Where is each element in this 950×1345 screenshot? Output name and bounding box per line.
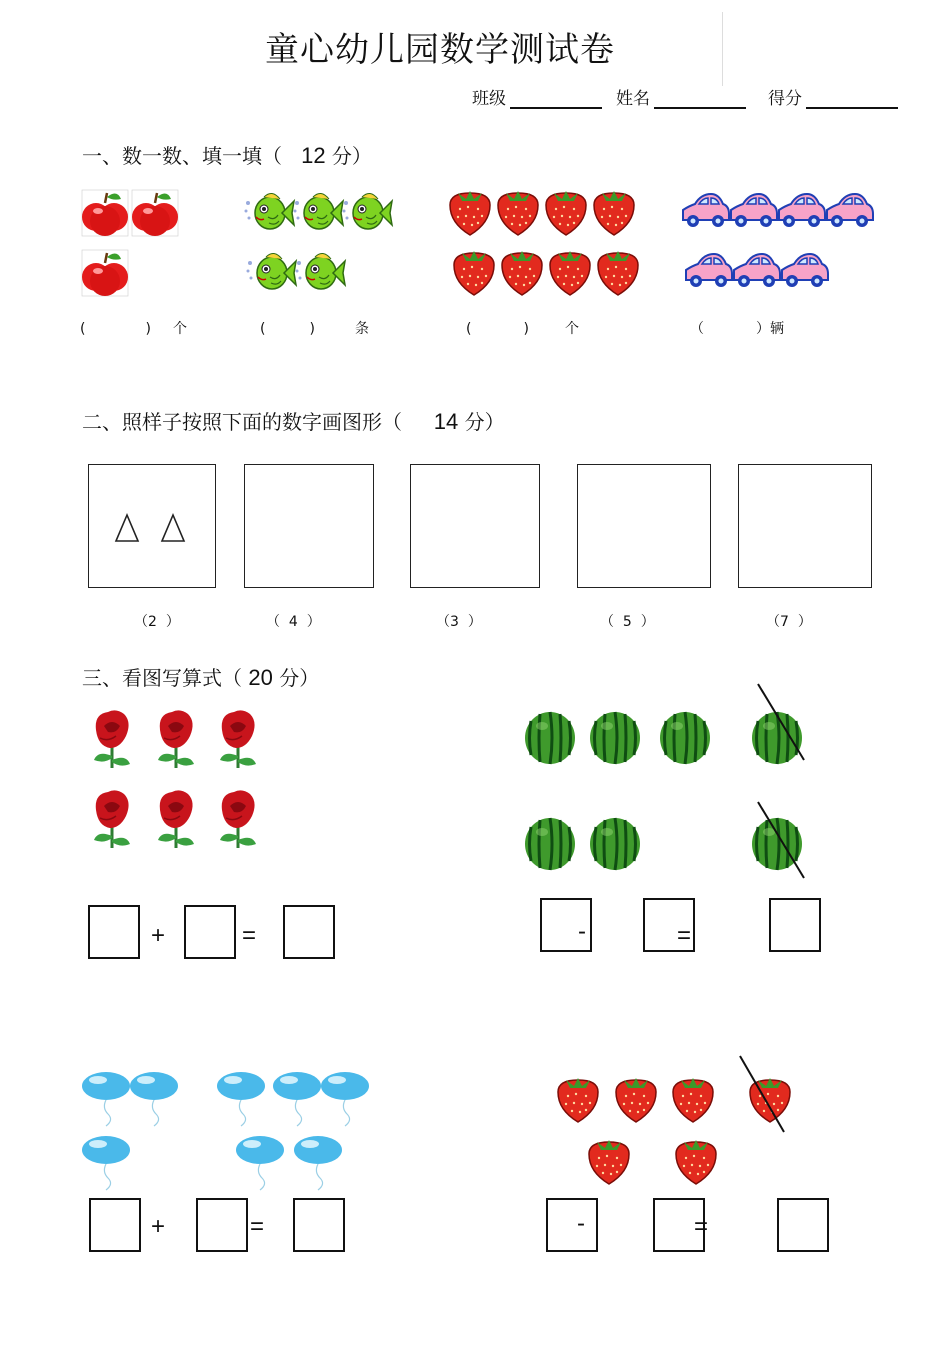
class-field[interactable] bbox=[472, 84, 602, 109]
fish-icon bbox=[343, 193, 393, 229]
answer-box[interactable] bbox=[293, 1198, 345, 1252]
answer-box[interactable] bbox=[89, 1198, 141, 1252]
strawberry-icon bbox=[594, 191, 634, 235]
strawberry-icon bbox=[502, 251, 542, 295]
number-label: （3 ） bbox=[436, 614, 482, 630]
section-1-heading: 一、数一数、填一填（ 12 分） bbox=[82, 143, 372, 168]
class-label: 班级 bbox=[472, 89, 506, 109]
strawberry-icon bbox=[550, 251, 590, 295]
section-1-points: 12 bbox=[301, 143, 326, 168]
name-field[interactable] bbox=[616, 84, 746, 109]
fish-icon bbox=[294, 193, 344, 229]
drawing-box-3[interactable] bbox=[410, 464, 540, 588]
section-3-heading: 三、看图写算式（ 20 分） bbox=[82, 665, 320, 690]
apple-icon bbox=[82, 250, 128, 296]
drawing-box-2[interactable] bbox=[244, 464, 374, 588]
answer-strawberry[interactable]: ( ) 个 bbox=[466, 321, 579, 337]
fish-icon bbox=[245, 193, 295, 229]
section-2-heading: 二、照样子按照下面的数字画图形（ 14 分） bbox=[82, 409, 505, 434]
answer-car[interactable]: （ ）辆 bbox=[690, 321, 784, 337]
strawberry-icon bbox=[676, 1140, 716, 1184]
strawberries-group bbox=[0, 1050, 950, 1190]
drawing-box-5[interactable] bbox=[738, 464, 872, 588]
divider bbox=[722, 12, 723, 86]
equals-sign: = bbox=[242, 922, 257, 949]
number-label: （7 ） bbox=[766, 614, 812, 630]
section-3-points: 20 bbox=[248, 665, 273, 690]
answer-fish[interactable]: ( ) 条 bbox=[260, 321, 369, 337]
strawberry-icon bbox=[589, 1140, 629, 1184]
answer-apple[interactable]: ( ) 个 bbox=[80, 321, 187, 337]
answer-box[interactable] bbox=[196, 1198, 248, 1252]
watermelon-icon bbox=[590, 712, 640, 764]
drawing-box-4[interactable] bbox=[577, 464, 711, 588]
answer-box[interactable] bbox=[88, 905, 140, 959]
number-label: （ 4 ） bbox=[266, 614, 321, 630]
triangle-icon bbox=[162, 515, 184, 541]
name-label: 姓名 bbox=[616, 89, 650, 109]
plus-sign: + bbox=[151, 1213, 166, 1240]
car-icon bbox=[734, 254, 780, 287]
strawberry-icon bbox=[598, 251, 638, 295]
apple-icon bbox=[132, 190, 178, 236]
car-icon bbox=[827, 194, 873, 227]
fish-icon bbox=[247, 253, 297, 289]
answer-box[interactable] bbox=[777, 1198, 829, 1252]
answer-box[interactable] bbox=[546, 1198, 598, 1252]
equals-sign: = bbox=[694, 1213, 709, 1240]
answer-box[interactable] bbox=[283, 905, 335, 959]
answer-box[interactable] bbox=[184, 905, 236, 959]
triangle-icon bbox=[116, 515, 138, 541]
car-icon bbox=[779, 194, 825, 227]
strawberry-icon bbox=[498, 191, 538, 235]
strawberry-icon bbox=[546, 191, 586, 235]
strawberry-icon bbox=[450, 191, 490, 235]
strawberry-icon bbox=[558, 1078, 598, 1122]
watermelon-icon bbox=[752, 712, 802, 764]
car-icon bbox=[731, 194, 777, 227]
equals-sign: = bbox=[250, 1213, 265, 1240]
watermelon-icon bbox=[525, 818, 575, 870]
watermelons-group bbox=[0, 680, 950, 880]
section-2-points: 14 bbox=[433, 409, 459, 434]
apple-icon bbox=[82, 190, 128, 236]
score-blank[interactable] bbox=[806, 87, 898, 109]
apples-group bbox=[0, 180, 950, 300]
watermelon-icon bbox=[590, 818, 640, 870]
score-field[interactable] bbox=[768, 84, 898, 109]
drawing-box-1[interactable] bbox=[88, 464, 216, 588]
strawberry-icon bbox=[616, 1078, 656, 1122]
strawberry-icon bbox=[673, 1078, 713, 1122]
name-blank[interactable] bbox=[654, 87, 746, 109]
page-title: 童心幼儿园数学测试卷 bbox=[265, 30, 615, 70]
triangle-icons bbox=[89, 465, 215, 587]
class-blank[interactable] bbox=[510, 87, 602, 109]
minus-sign: - bbox=[578, 918, 586, 945]
car-icon bbox=[782, 254, 828, 287]
fish-icon bbox=[296, 253, 346, 289]
watermelon-icon bbox=[525, 712, 575, 764]
plus-sign: + bbox=[151, 922, 166, 949]
answer-box[interactable] bbox=[769, 898, 821, 952]
number-label: （2 ） bbox=[134, 614, 180, 630]
equals-sign: = bbox=[677, 922, 692, 949]
car-icon bbox=[683, 194, 729, 227]
score-label: 得分 bbox=[768, 89, 802, 109]
minus-sign: - bbox=[577, 1210, 585, 1237]
watermelon-icon bbox=[660, 712, 710, 764]
number-label: （ 5 ） bbox=[600, 614, 655, 630]
strawberry-icon bbox=[454, 251, 494, 295]
car-icon bbox=[686, 254, 732, 287]
